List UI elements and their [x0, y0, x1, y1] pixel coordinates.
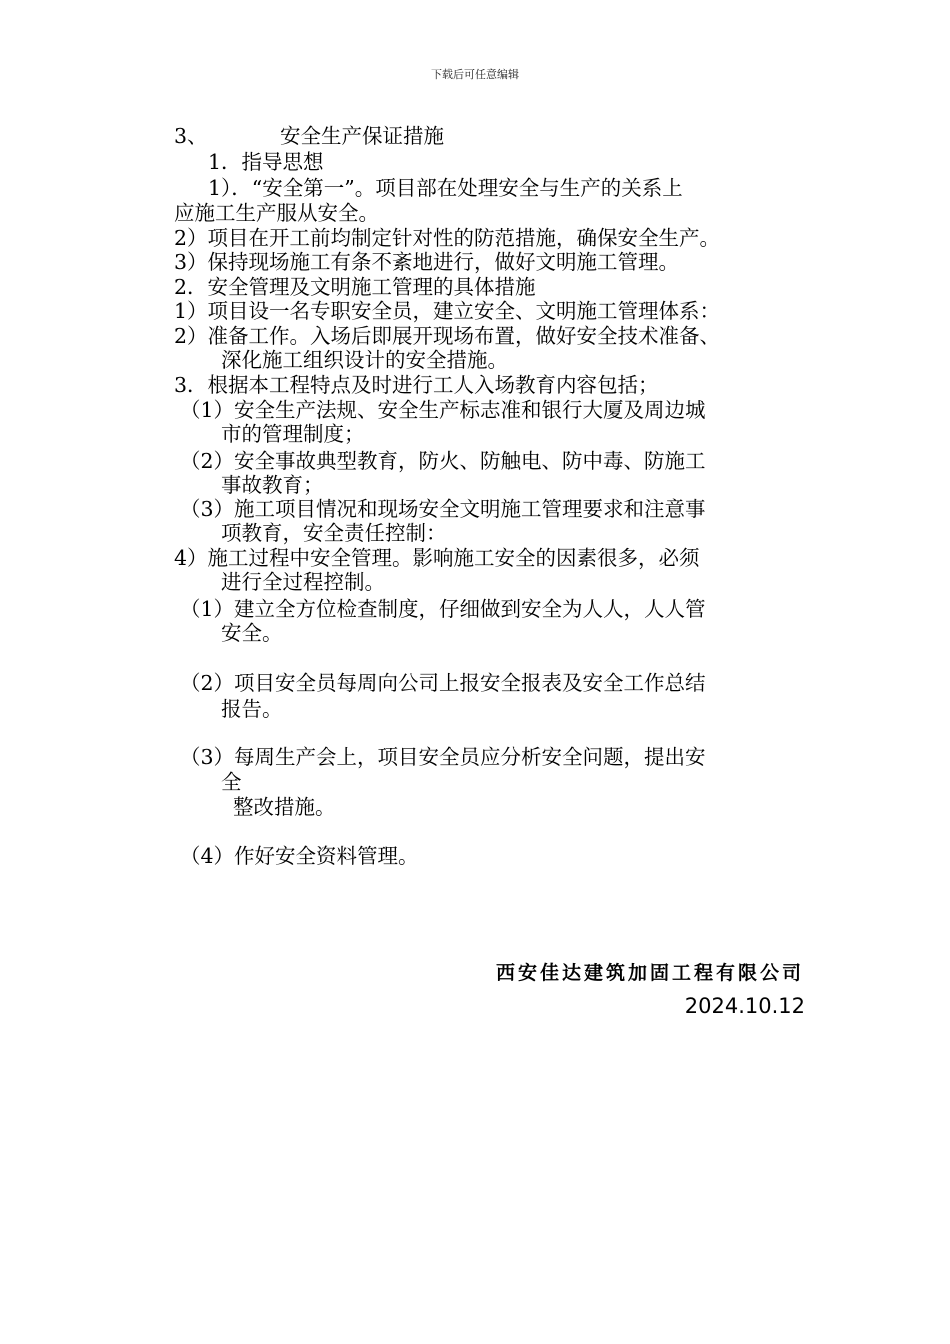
section-title: 安全生产保证措施: [280, 124, 444, 148]
list-item-line: （3）每周生产会上，项目安全员应分析安全问题，提出安: [180, 745, 706, 769]
paragraph-line: 深化施工组织设计的安全措施。: [221, 348, 508, 372]
list-item-line: 整改措施。: [233, 795, 336, 819]
paragraph-line: 2）准备工作。入场后即展开现场布置，做好安全技术准备、: [174, 324, 721, 348]
section-number: 3、: [174, 124, 208, 148]
list-item-line: 报告。: [221, 697, 283, 721]
list-item-line: 事故教育；: [221, 473, 324, 497]
list-item-line: 全: [221, 770, 242, 794]
page-header-note: 下载后可任意编辑: [431, 68, 519, 81]
list-item-line: 项教育，安全责任控制：: [221, 521, 447, 545]
heading-guiding-idea: 1．指导思想: [208, 150, 324, 174]
list-item-line: （1）建立全方位检查制度，仔细做到安全为人人，人人管: [180, 597, 706, 621]
list-item-line: （2）项目安全员每周向公司上报安全报表及安全工作总结: [180, 671, 706, 695]
heading-measures: 2．安全管理及文明施工管理的具体措施: [174, 275, 536, 299]
list-item-line: （3）施工项目情况和现场安全文明施工管理要求和注意事: [180, 497, 706, 521]
heading-education: 3．根据本工程特点及时进行工人入场教育内容包括；: [174, 373, 659, 397]
paragraph-line: 1）．“安全第一”。项目部在处理安全与生产的关系上: [208, 176, 683, 200]
company-signature: 西安佳达建筑加固工程有限公司: [495, 962, 804, 984]
paragraph-line: 1）项目设一名专职安全员，建立安全、文明施工管理体系：: [174, 299, 721, 323]
list-item-line: 安全。: [221, 621, 283, 645]
list-item-line: （4）作好安全资料管理。: [180, 844, 419, 868]
paragraph-line: 2）项目在开工前均制定针对性的防范措施，确保安全生产。: [174, 226, 721, 250]
paragraph-line: 3）保持现场施工有条不紊地进行，做好文明施工管理。: [174, 250, 680, 274]
paragraph-line: 4）施工过程中安全管理。影响施工安全的因素很多，必须: [174, 546, 700, 570]
list-item-line: （2）安全事故典型教育，防火、防触电、防中毒、防施工: [180, 449, 706, 473]
list-item-line: （1）安全生产法规、安全生产标志准和银行大厦及周边城: [180, 398, 706, 422]
list-item-line: 市的管理制度；: [221, 422, 365, 446]
document-date: 2024.10.12: [684, 994, 805, 1018]
paragraph-line: 进行全过程控制。: [221, 570, 385, 594]
paragraph-line: 应施工生产服从安全。: [174, 201, 379, 225]
